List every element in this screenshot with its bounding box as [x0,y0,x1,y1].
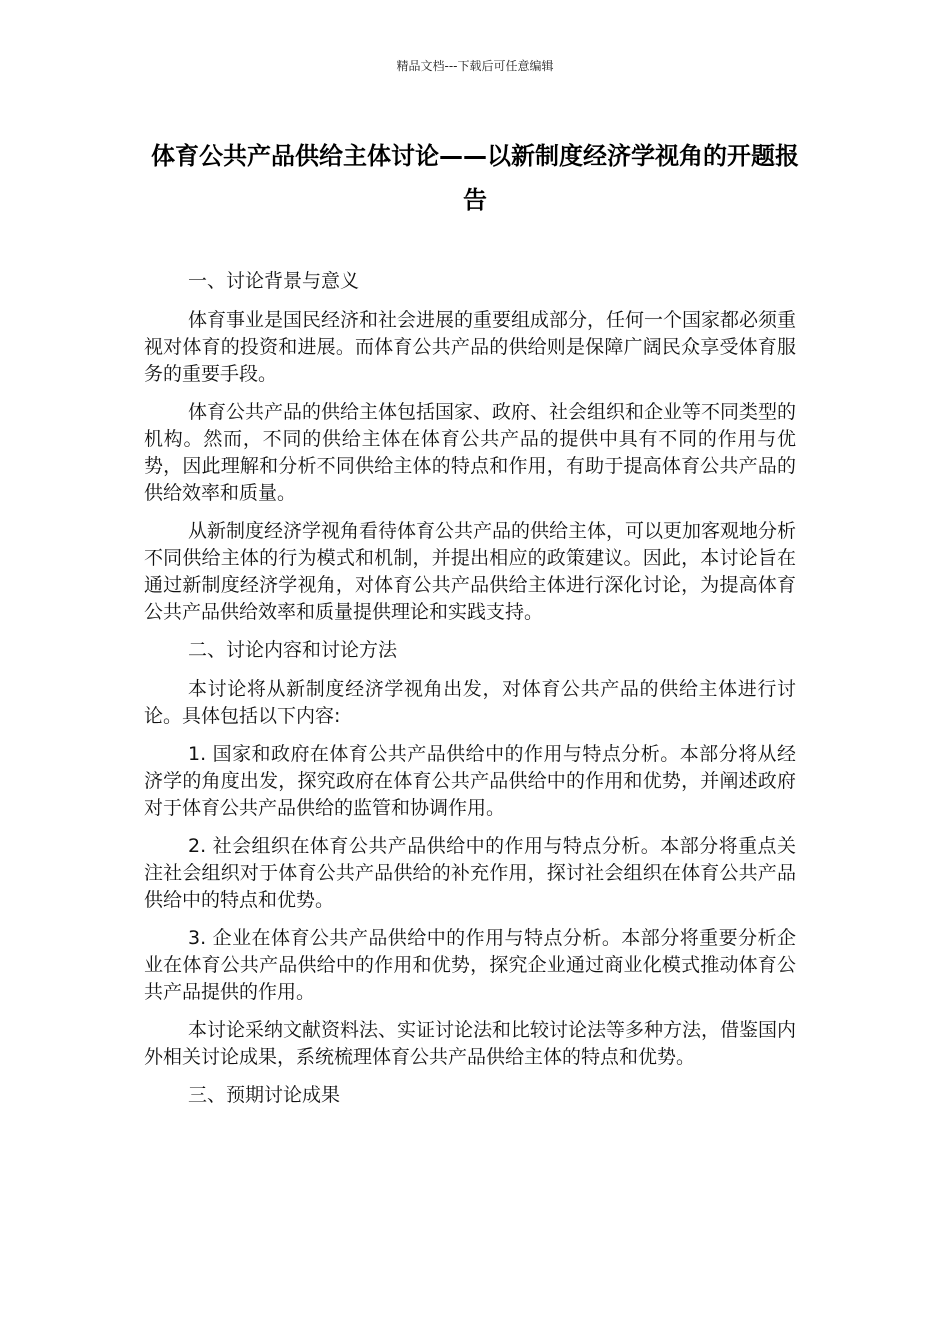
paragraph-institutional-perspective: 从新制度经济学视角看待体育公共产品的供给主体，可以更加客观地分析不同供给主体的行为模式和机制，并提出相应的政策建议。因此，本讨论旨在通过新制度经济学视角，对体育公共产品供给主体进行深化讨论，为提高体育公共产品供给效率和质量提供理论和实践支持。 [144,520,797,623]
paragraph-sports-importance: 体育事业是国民经济和社会进展的重要组成部分，任何一个国家都必须重视对体育的投资和进展。而体育公共产品的供给则是保障广阔民众享受体育服务的重要手段。 [144,309,797,385]
list-item-social-organizations: 2. 社会组织在体育公共产品供给中的作用与特点分析。本部分将重点关注社会组织对于体育公共产品供给的补充作用，探讨社会组织在体育公共产品供给中的特点和优势。 [144,835,796,911]
paragraph-supply-subjects: 体育公共产品的供给主体包括国家、政府、社会组织和企业等不同类型的机构。然而，不同的供给主体在体育公共产品的提供中具有不同的作用与优势，因此理解和分析不同供给主体的特点和作用，有助于提高体育公共产品的供给效率和质量。 [144,401,797,504]
list-item-government: 1. 国家和政府在体育公共产品供给中的作用与特点分析。本部分将从经济学的角度出发，探究政府在体育公共产品供给中的作用和优势，并阐述政府对于体育公共产品供给的监管和协调作用。 [144,743,796,819]
list-item-enterprises: 3. 企业在体育公共产品供给中的作用与特点分析。本部分将重要分析企业在体育公共产品供给中的作用和优势，探究企业通过商业化模式推动体育公共产品提供的作用。 [144,927,796,1003]
paragraph-research-methods: 本讨论采纳文献资料法、实证讨论法和比较讨论法等多种方法，借鉴国内外相关讨论成果，系统梳理体育公共产品供给主体的特点和优势。 [144,1019,797,1068]
section-heading-background: 一、讨论背景与意义 [188,270,360,292]
document-body [144,268,796,1121]
section-heading-expected-results: 三、预期讨论成果 [188,1084,341,1106]
paragraph-content-intro: 本讨论将从新制度经济学视角出发，对体育公共产品的供给主体进行讨论。具体包括以下内容: [144,678,796,727]
section-heading-content-methods: 二、讨论内容和讨论方法 [188,639,398,661]
document-title: 体育公共产品供给主体讨论——以新制度经济学视角的开题报告 [151,142,799,214]
page-header: 精品文档---下载后可任意编辑 [396,59,554,73]
